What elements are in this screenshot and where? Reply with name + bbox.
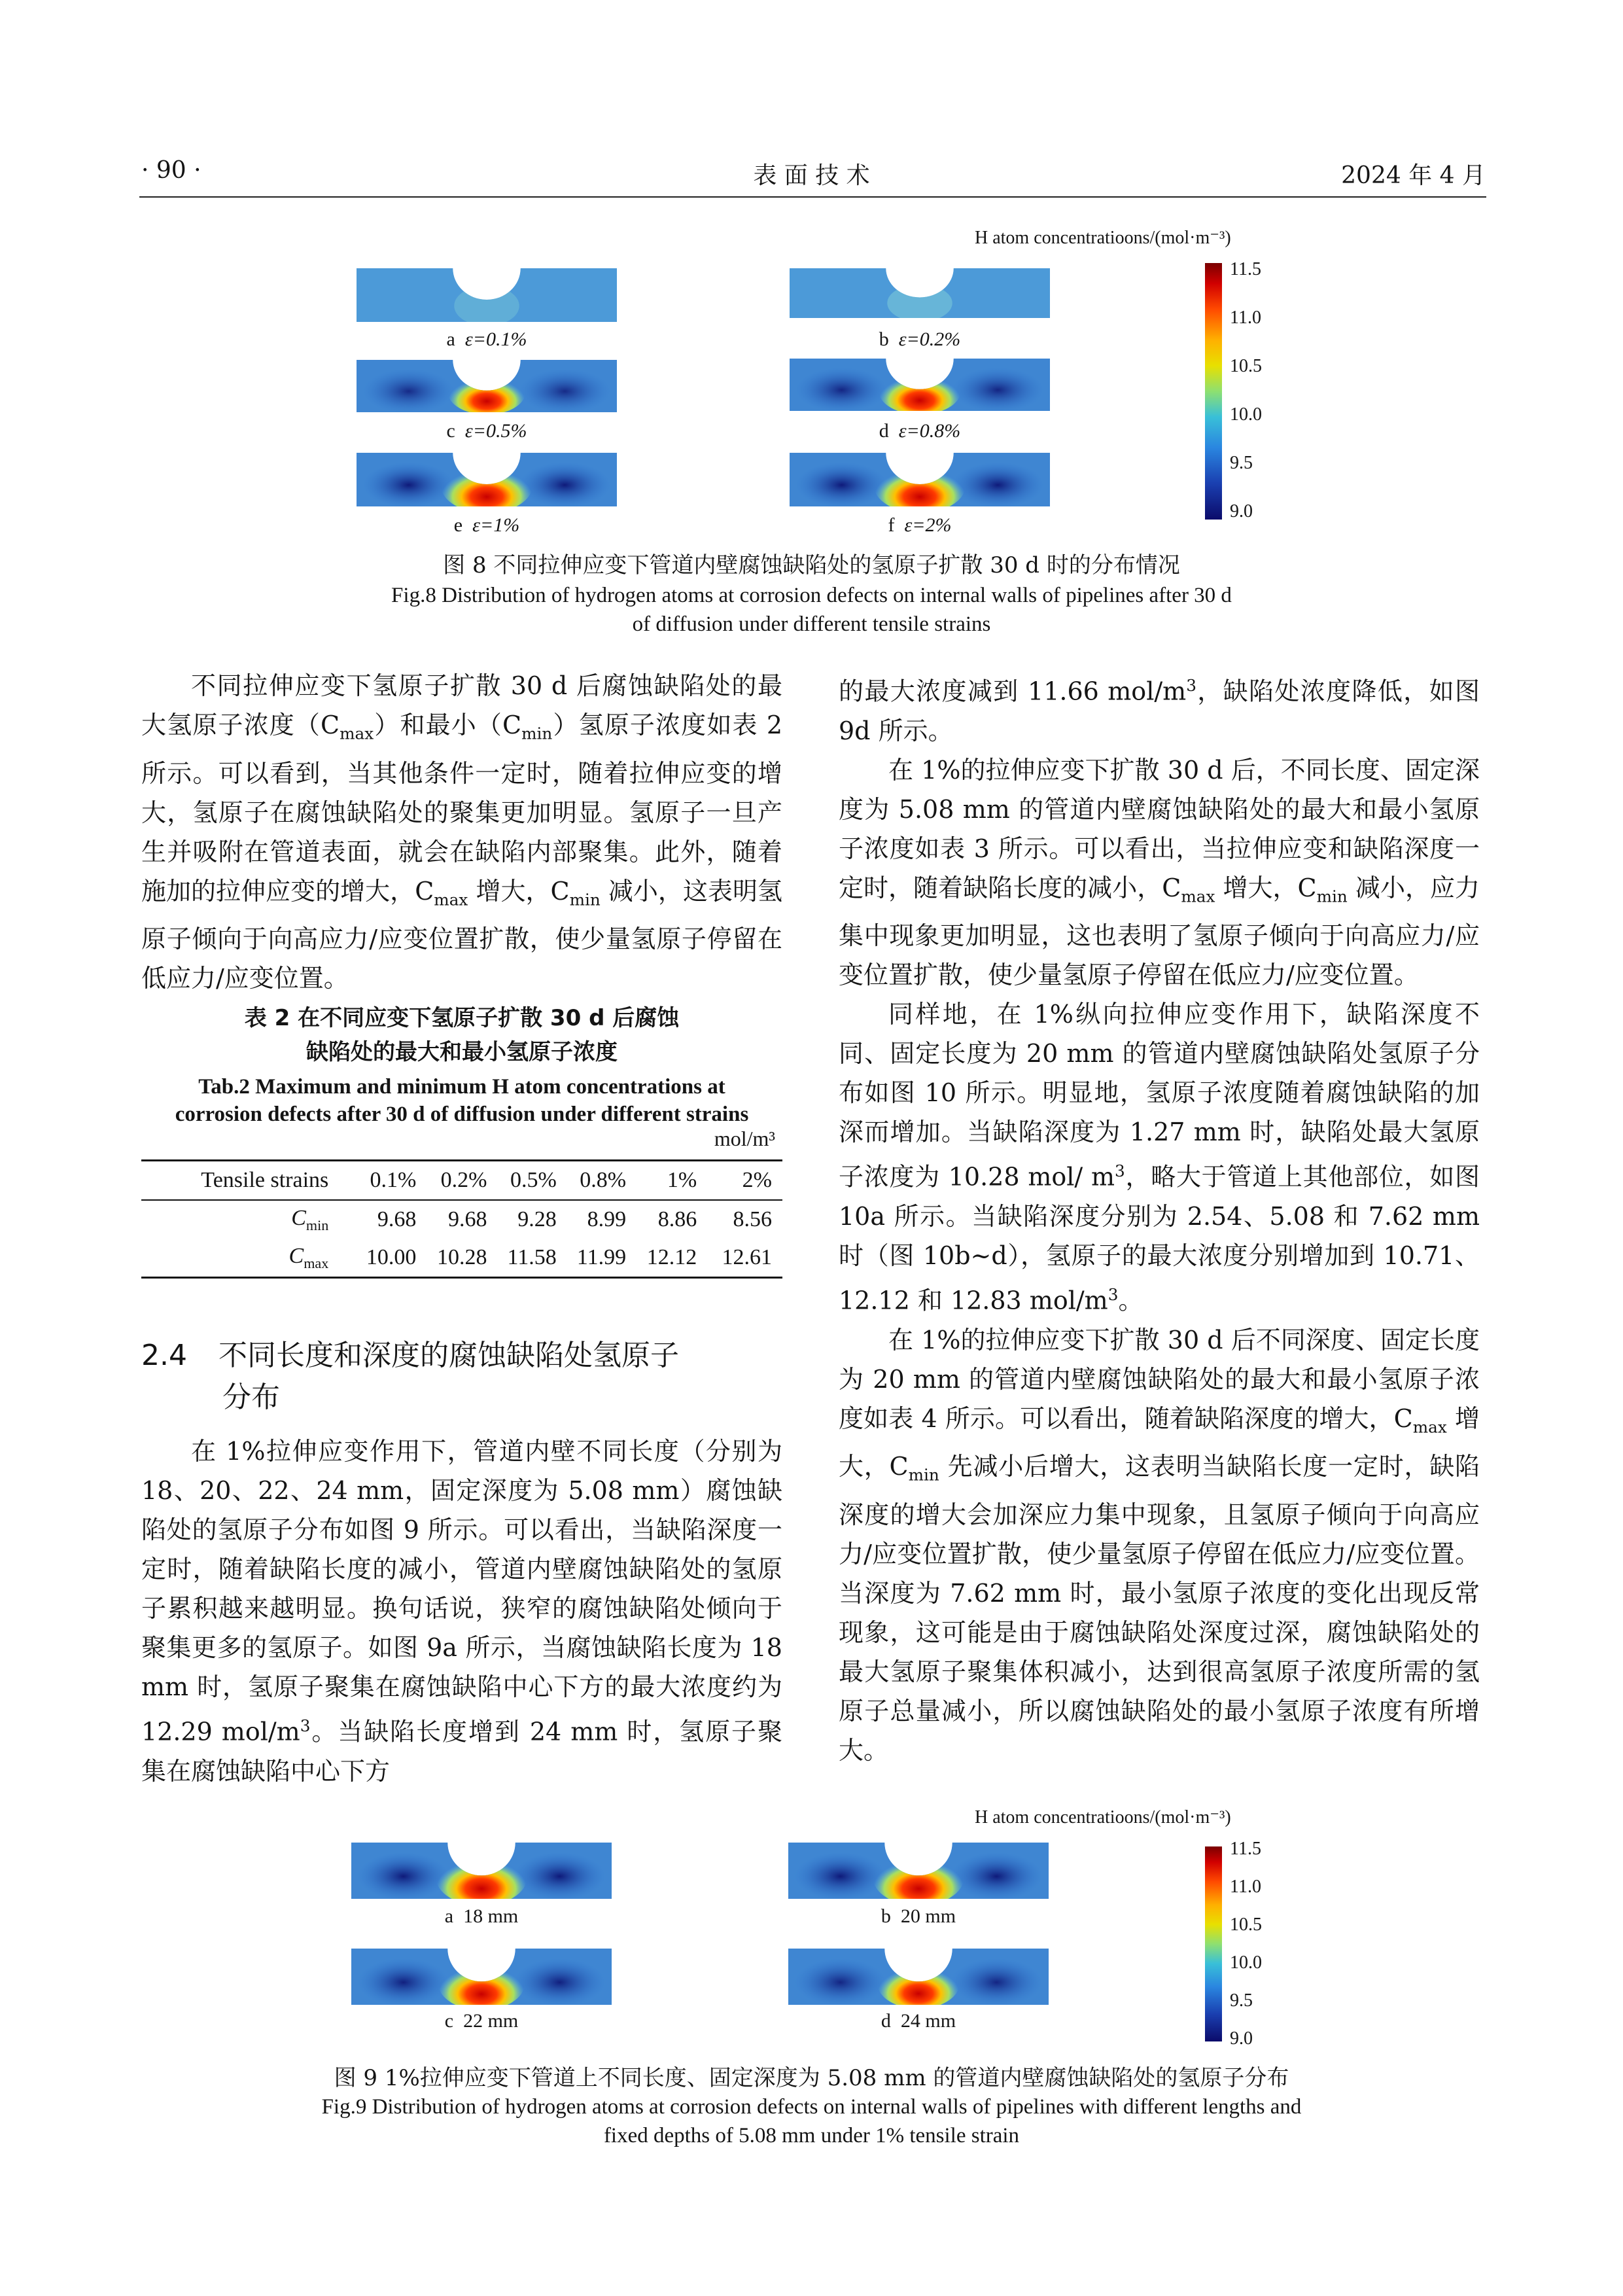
fig8-label-c: c ε=0.5% bbox=[446, 420, 527, 442]
fig8-panel-e bbox=[357, 453, 617, 506]
fig8-tick: 11.0 bbox=[1230, 308, 1261, 328]
right-paragraph-2: 在 1%的拉伸应变下扩散 30 d 后，不同长度、固定深度为 5.08 mm 的管道内壁腐蚀缺陷处的最大和最小氢原子浓度如表 3 所示。可以看出，当拉伸应变和缺陷深度一定时，随着缺陷长度的减小，$C_{max}$ 增大，$C_{min}$ 减小，应力集中现象更加明显，这也表明了氢原子倾向于向高应力/应变位置扩散，使少量氢原子停留在低应力/应变位置。 bbox=[839, 755, 1480, 990]
table-row bbox=[141, 1200, 782, 1239]
fig9-panel-b bbox=[788, 1843, 1049, 1899]
issue-date: 2024 年 4 月 bbox=[1341, 162, 1486, 189]
table2-cell: 11.99 bbox=[576, 1245, 627, 1269]
fig8-tick: 10.0 bbox=[1230, 404, 1262, 425]
table2-unit: mol/m³ bbox=[714, 1127, 775, 1150]
fig9-tick: 11.0 bbox=[1230, 1877, 1261, 1897]
table2-cell: 8.99 bbox=[587, 1207, 627, 1231]
table2-cell: 10.28 bbox=[436, 1245, 487, 1269]
fig9-label-d: d 24 mm bbox=[881, 2010, 956, 2032]
fig9-tick: 11.5 bbox=[1230, 1839, 1261, 1859]
right-paragraph-3: 同样地，在 1%纵向拉伸应变作用下，缺陷深度不同、固定长度为 20 mm 的管道内壁腐蚀缺陷处氢原子分布如图 10 所示。明显地，氢原子浓度随着腐蚀缺陷的加深而增加。当缺陷深度为 1.27 mm 时，缺陷处最大氢原子浓度为 10.28 mol/ $m^3$，略大于管道上其他部位，如图 10a 所示。当缺陷深度分别为 2.54、5.08 和 7.62 mm 时（图 10b~d），氢原子的最大浓度分别增加到 10.71、12.12 和 12.83 mol/$m^3$。 bbox=[839, 1000, 1480, 1315]
section-title-2: 分布 bbox=[222, 1381, 280, 1414]
right-paragraph-4: 在 1%的拉伸应变下扩散 30 d 后不同深度、固定长度为 20 mm 的管道内壁腐蚀缺陷处的最大和最小氢原子浓度如表 4 所示。可以看出，随着缺陷深度的增大，$C_{max}$ 增大，$C_{min}$ 先减小后增大，这表明当缺陷长度一定时，缺陷深度的增大会加深应力集中现象，且氢原子倾向于向高应力/应变位置扩散，使少量氢原子停留在低应力/应变位置。当深度为 7.62 mm 时，最小氢原子浓度的变化出现反常现象，这可能是由于腐蚀缺陷处深度过深，腐蚀缺陷处的最大氢原子聚集体积减小，达到很高氢原子浓度所需的氢原子总量减小，所以腐蚀缺陷处的最小氢原子浓度有所增大。 bbox=[839, 1325, 1480, 1765]
table2-cell: 9.28 bbox=[517, 1207, 557, 1231]
table2-cell: 9.68 bbox=[447, 1207, 487, 1231]
fig8-caption-en-1: Fig.8 Distribution of hydrogen atoms at corrosion defects on internal walls of pipelines after 30 d bbox=[391, 584, 1232, 607]
left-paragraph-1: 不同拉伸应变下氢原子扩散 30 d 后腐蚀缺陷处的最大氢原子浓度$(C_{max})$和最小$(C_{min})$氢原子浓度如表 2 所示。可以看到，当其他条件一定时，随着拉伸应变的增大，氢原子在腐蚀缺陷处的聚集更加明显。氢原子一旦产生并吸附在管道表面，就会在缺陷内部聚集。此外，随着施加的拉伸应变的增大，$C_{max}$ 增大，$C_{min}$ 减小，这表明氢原子倾向于向高应力/应变位置扩散，使少量氢原子停留在低应力/应变位置。 bbox=[141, 671, 783, 993]
fig9-colorbar bbox=[1205, 1846, 1222, 2041]
fig8-caption-en-2: of diffusion under different tensile strains bbox=[632, 612, 991, 636]
fig9-label-c: c 22 mm bbox=[444, 2010, 519, 2032]
fig8-label-a: a ε=0.1% bbox=[446, 328, 527, 350]
table2-grid bbox=[141, 1159, 782, 1279]
fig8-tick: 11.5 bbox=[1230, 259, 1261, 279]
section-number: 2.4 bbox=[141, 1339, 187, 1372]
fig9-colorbar-title: H atom concentratioons/(mol·m⁻³) bbox=[975, 1807, 1231, 1828]
table2-header-cell: 0.5% bbox=[510, 1168, 557, 1192]
fig9-caption-en-2: fixed depths of 5.08 mm under 1% tensile strain bbox=[603, 2124, 1020, 2147]
fig9-caption-en-1: Fig.9 Distribution of hydrogen atoms at corrosion defects on internal walls of pipelines with different lengths and bbox=[321, 2095, 1302, 2119]
fig8-tick: 9.0 bbox=[1230, 501, 1253, 521]
left-paragraph-2: 在 1%拉伸应变作用下，管道内壁不同长度（分别为 18、20、22、24 mm，固定深度为 5.08 mm）腐蚀缺陷处的氢原子分布如图 9 所示。可以看出，当缺陷深度一定时，随着缺陷长度的减小，管道内壁腐蚀缺陷处的氢原子累积越来越明显。换句话说，狭窄的腐蚀缺陷处倾向于聚集更多的氢原子。如图 9a 所示，当腐蚀缺陷长度为 18 mm 时，氢原子聚集在腐蚀缺陷中心下方的最大浓度约为 12.29 mol/$m^3$。当缺陷长度增到 24 mm 时，氢原子聚集在腐蚀缺陷中心下方 bbox=[141, 1437, 782, 1786]
table2-header-cell: 1% bbox=[667, 1168, 697, 1192]
table2-header-cell: 0.2% bbox=[440, 1168, 487, 1192]
table2-header-cell: 0.8% bbox=[580, 1168, 627, 1192]
table2-cell: 9.68 bbox=[377, 1207, 417, 1231]
table2-title-zh-2: 缺陷处的最大和最小氢原子浓度 bbox=[306, 1039, 618, 1065]
fig8-caption-zh: 图 8 不同拉伸应变下管道内壁腐蚀缺陷处的氢原子扩散 30 d 时的分布情况 bbox=[443, 552, 1180, 578]
fig9-panel-c bbox=[351, 1949, 612, 2005]
fig8-label-b: b ε=0.2% bbox=[879, 328, 961, 350]
table2-cell: 11.58 bbox=[507, 1245, 557, 1269]
fig8-label-e: e ε=1% bbox=[453, 514, 520, 536]
table2-cell: 12.12 bbox=[646, 1245, 697, 1269]
fig8-panel-f bbox=[790, 453, 1050, 506]
fig9-tick: 9.0 bbox=[1230, 2028, 1253, 2049]
table2-cell: 10.00 bbox=[366, 1245, 417, 1269]
fig9-tick: 10.0 bbox=[1230, 1952, 1262, 1973]
fig9-caption-zh: 图 9 1%拉伸应变下管道上不同长度、固定深度为 5.08 mm 的管道内壁腐蚀缺陷处的氢原子分布 bbox=[334, 2065, 1289, 2091]
table2-cell: 12.61 bbox=[722, 1245, 772, 1269]
section-heading bbox=[141, 1335, 679, 1377]
header-rule bbox=[139, 196, 1486, 198]
table2-row-label: $C_{max}$ bbox=[288, 1243, 329, 1271]
table2-header-cell: 0.1% bbox=[370, 1168, 417, 1192]
right-paragraph-1: 的最大浓度减到 11.66 mol/$m^3$，缺陷处浓度降低，如图 9d 所示。 bbox=[839, 676, 1480, 745]
fig9-panel-a bbox=[351, 1843, 612, 1899]
fig8-panel-c bbox=[357, 360, 617, 412]
table2-title-zh-1: 表 2 在不同应变下氢原子扩散 30 d 后腐蚀 bbox=[244, 1005, 680, 1031]
fig9-tick: 9.5 bbox=[1230, 1990, 1253, 2011]
table2-cell: 8.56 bbox=[733, 1207, 772, 1231]
table2-title-en-2: corrosion defects after 30 d of diffusion under different strains bbox=[175, 1103, 749, 1126]
table2-header-row bbox=[141, 1161, 782, 1201]
fig8-tick: 9.5 bbox=[1230, 453, 1253, 473]
fig9-label-a: a 18 mm bbox=[444, 1905, 519, 1927]
fig9-label-b: b 20 mm bbox=[881, 1905, 956, 1927]
table2-header-cell: 2% bbox=[742, 1168, 772, 1192]
table2-header-cell: Tensile strains bbox=[201, 1168, 329, 1192]
fig8-label-d: d ε=0.8% bbox=[879, 420, 961, 442]
table2-cell: 8.86 bbox=[657, 1207, 697, 1231]
fig8-panel-d bbox=[790, 359, 1050, 411]
fig8-tick: 10.5 bbox=[1230, 356, 1262, 376]
fig8-colorbar-title: H atom concentratioons/(mol·m⁻³) bbox=[975, 228, 1231, 248]
fig8-colorbar bbox=[1205, 263, 1222, 520]
table2-title-en-1: Tab.2 Maximum and minimum H atom concentrations at bbox=[198, 1075, 725, 1099]
section-title-1: 不同长度和深度的腐蚀缺陷处氢原子 bbox=[218, 1339, 679, 1372]
fig8-panel-b bbox=[790, 268, 1050, 318]
fig9-tick: 10.5 bbox=[1230, 1915, 1262, 1935]
table2-row-label: $C_{min}$ bbox=[291, 1205, 329, 1233]
journal-title: 表 面 技 术 bbox=[753, 162, 870, 189]
fig8-label-f: f ε=2% bbox=[888, 514, 952, 536]
fig8-panel-a bbox=[357, 268, 617, 322]
fig9-panel-d bbox=[788, 1949, 1049, 2005]
table-row bbox=[141, 1239, 782, 1278]
page-number: · 90 · bbox=[141, 157, 201, 184]
right-column bbox=[839, 666, 1480, 1770]
